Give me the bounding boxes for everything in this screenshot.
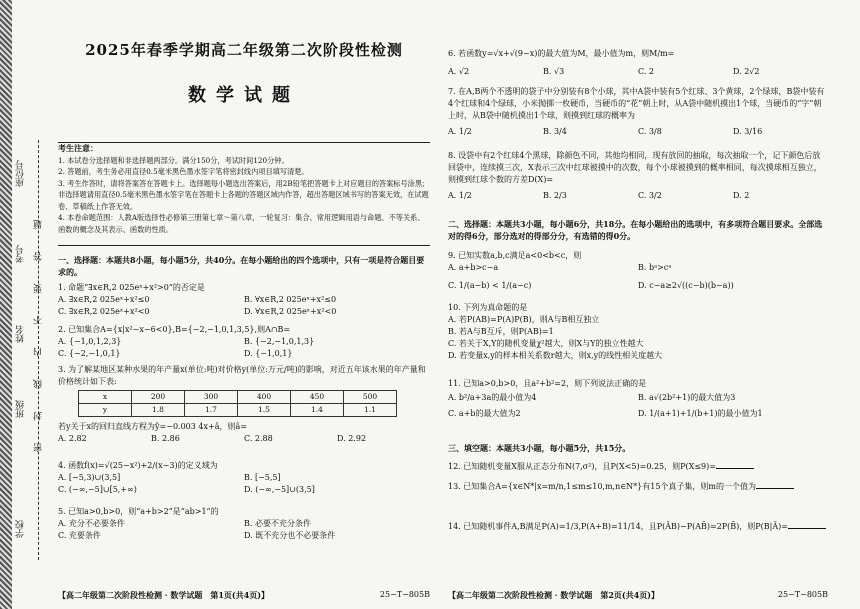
exam-title: 2025年春季学期高二年级第二次阶段性检测 (85, 41, 403, 59)
notice-item: 3. 考生作答时，请将答案答在答题卡上。选择题每小题选出答案后，用2B铅笔把答题卡上对应题目的答案标号涂黑；非选择题请用直径0.5毫米黑色墨水签字笔在答题卡上各题的答题区域内作答，超出答题区域书写的答案无效，在试题卷、草稿纸上作答无效。 (58, 178, 430, 211)
q3-option-b: B. 2.86 (151, 434, 180, 443)
table-header-cell: x (79, 391, 132, 404)
q7-option-a-value: 1/2 (458, 127, 472, 136)
option-letter: B. (543, 191, 552, 200)
table-row (79, 404, 397, 417)
table-cell: 450 (291, 391, 344, 404)
q3-option-a: A. 2.82 (58, 434, 87, 443)
q3-option-c: C. 2.88 (244, 434, 273, 443)
binding-stripe (0, 0, 12, 609)
name-label: 姓名 (16, 325, 26, 343)
q7-option-b (543, 126, 638, 138)
q2-option-a: A. {−1,0,1,2,3} (58, 337, 122, 346)
seal-words: 密 封 线 内 不 要 答 题 (34, 210, 44, 453)
option-letter: C. (638, 127, 647, 136)
q10-stem: 10. 下列为真命题的是 (448, 303, 528, 312)
table-cell: 1.7 (185, 404, 238, 417)
q4-option-a: A. [−5,3)∪(3,5] (58, 473, 121, 482)
footer-text: 【高二年级第二次阶段性检测 · 数学试题 第2页(共4页)】 (448, 590, 660, 600)
q7-option-d (733, 126, 828, 138)
option-letter: A. (448, 191, 457, 200)
q7-option-a (448, 126, 543, 138)
q6-option-c: C. 2 (638, 67, 655, 76)
question-7 (448, 86, 828, 138)
q7-option-c-value: 3/8 (648, 127, 662, 136)
question-6 (448, 48, 828, 78)
q14-stem: 14. 已知随机事件A,B满足P(A)=1/3,P(A+B)=11/14，且P(ĀB)−P(AB̄)=2P(B̄)，则P(B|Ā)= (448, 522, 788, 531)
question-1 (58, 282, 430, 318)
q13-answer-blank[interactable] (756, 480, 794, 489)
question-13 (448, 480, 828, 493)
q11-option-d: D. 1/(a+1)+1/(b+1)的最小值为1 (638, 409, 763, 418)
exam-no-label: 考号 (16, 245, 26, 263)
notice-item: 2. 答题前，考生务必用直径0.5毫米黑色墨水签字笔将密封线内项目填写清楚。 (58, 167, 309, 176)
q13-stem: 13. 已知集合A={x∈N*|x=m/n,1≤m≤10,m,n∈N*}有15个真子集，则m的一个值为 (448, 482, 757, 491)
question-2 (58, 324, 430, 360)
q7-option-c (638, 126, 733, 138)
q7-stem: 7. 在A,B两个不透明的袋子中分别装有8个小球，其中A袋中装有5个红球、3个黄球，2个绿球，B袋中装有4个红球和4个绿球，小米抛掷一枚硬币，当硬币的“花”朝上时，从A袋中随机摸出1个球，当硬币的“字”朝上时，从B袋中随机摸出1个球，则摸到红球的概率为 (448, 87, 825, 120)
table-cell: 1.1 (344, 404, 397, 417)
q6-option-d: D. 2√2 (733, 67, 760, 76)
question-10 (448, 302, 828, 362)
option-letter: C. (638, 191, 647, 200)
q7-option-d-value: 3/16 (744, 127, 763, 136)
q10-option-c: C. 若关于X,Y的随机变量χ²越大，则X与Y的独立性越大 (448, 339, 644, 348)
q2-stem: 2. 已知集合A={x|x²−x−6<0},B={−2,−1,0,1,3,5},则A∩B= (58, 325, 291, 334)
q5-stem: 5. 已知a>0,b>0，则“a+b>2”是“ab>1”的 (58, 507, 219, 516)
footer-text: 【高二年级第二次阶段性检测 · 数学试题 第1页(共4页)】 (58, 590, 270, 600)
seat-no-label: 座位号 (16, 160, 26, 187)
q10-option-d: D. 若变量x,y的样本相关系数r越大，则x,y的线性相关度越大 (448, 351, 663, 360)
q12-answer-blank[interactable] (716, 460, 754, 469)
q8-option-b-value: 2/3 (553, 191, 567, 200)
q5-option-a: A. 充分不必要条件 (58, 519, 125, 528)
q8-option-c-value: 3/2 (648, 191, 662, 200)
page-footer-right (448, 589, 828, 601)
q7-option-b-value: 3/4 (553, 127, 567, 136)
q6-option-a: A. √2 (448, 67, 470, 76)
q2-option-d: D. {−1,0,1} (244, 349, 293, 358)
q1-stem: 1. 命题“∃x∈R,2 025eˣ+x²>0”的否定是 (58, 283, 205, 292)
right-column (448, 0, 828, 609)
notice-item: 1. 本试卷分选择题和非选择题两部分。满分150分，考试时间120分钟。 (58, 155, 289, 165)
q8-option-a-value: 1/2 (458, 191, 472, 200)
question-3 (58, 364, 430, 445)
q10-option-b: B. 若A与B互斥，则P(AB)=1 (448, 327, 554, 336)
q11-option-c: C. a+b的最大值为2 (448, 409, 521, 418)
page-footer-left (58, 589, 430, 601)
notice-box (58, 142, 430, 246)
q9-option-b: B. bᵃ>cᵃ (638, 263, 672, 272)
question-14 (448, 520, 828, 533)
footer-code: 25−T−805B (379, 590, 430, 599)
q11-stem: 11. 已知a>0,b>0，且a²+b²=2，则下列说法正确的是 (448, 379, 647, 388)
section2-title: 二、选择题：本题共3小题，每小题6分，共18分。在每小题给出的选项中，有多项符合题目要求。全部选对的得6分，部分选对的得部分分，有选错的得0分。 (448, 219, 823, 241)
question-9 (448, 250, 828, 292)
q4-stem: 4. 函数f(x)=√(25−x²)+2/(x−3)的定义域为 (58, 461, 218, 470)
q1-option-a: A. ∃x∈R,2 025eˣ+x²≤0 (58, 295, 150, 304)
question-5 (58, 506, 430, 542)
q1-option-d: D. ∀x∈R,2 025eˣ+x²<0 (244, 307, 337, 316)
q2-option-c: C. {−2,−1,0,1} (58, 349, 121, 358)
q1-option-b: B. ∀x∈R,2 025eˣ+x²≤0 (244, 295, 337, 304)
school-label: 学校 (16, 520, 26, 538)
q4-option-b: B. [−5,5] (244, 473, 281, 482)
left-column (58, 0, 430, 609)
q9-option-d: D. c−a≥2√((c−b)(b−a)) (638, 281, 734, 290)
binding-margin (12, 0, 42, 609)
table-row (79, 391, 397, 404)
option-letter: D. (733, 191, 742, 200)
q11-option-a: A. b²/a+3a的最小值为4 (448, 393, 537, 402)
q3-option-d: D. 2.92 (337, 434, 367, 443)
option-letter: D. (733, 127, 742, 136)
table-cell: 1.4 (291, 404, 344, 417)
q9-stem: 9. 已知实数a,b,c满足a<0<b<c，则 (448, 251, 582, 260)
q8-option-d-value: 2 (744, 191, 750, 200)
q14-answer-blank[interactable] (788, 520, 826, 529)
question-11 (448, 378, 828, 422)
q6-stem: 6. 若函数y=√x+√(9−x)的最大值为M，最小值为m，则M/m= (448, 49, 675, 58)
notice-title: 考生注意： (58, 143, 98, 153)
table-cell: 1.8 (132, 404, 185, 417)
q4-option-c: C. (−∞,−5]∪[5,+∞) (58, 485, 137, 494)
q8-option-d (733, 190, 828, 202)
q8-option-c (638, 190, 733, 202)
subject-title: 数学试题 (188, 85, 300, 106)
table-cell: 500 (344, 391, 397, 404)
q2-option-b: B. {−2,−1,0,1,3} (244, 337, 315, 346)
q3-stem: 3. 为了解某地区某种水果的年产量x(单位:吨)对价格y(单位:万元/吨)的影响，对近五年该水果的年产量和价格统计如下表: (58, 365, 426, 386)
q1-option-c: C. ∃x∈R,2 025eˣ+x²<0 (58, 307, 150, 316)
q9-option-c: C. 1/(a−b) < 1/(a−c) (448, 281, 532, 290)
notice-item: 4. 本卷命题范围：人教A版选择性必修第三册第七章～第八章，一轮复习：集合、常用逻辑用语与命题、不等关系、函数的概念及其表示、函数的性质。 (58, 213, 425, 234)
q5-option-d: D. 既不充分也不必要条件 (244, 531, 336, 540)
q5-option-b: B. 必要不充分条件 (244, 519, 311, 528)
q3-stem-2: 若y关于x的回归直线方程为ŷ=−0.003 4x+â，则â= (58, 422, 247, 431)
table-cell: 400 (238, 391, 291, 404)
table-header-cell: y (79, 404, 132, 417)
option-letter: A. (448, 127, 457, 136)
q9-option-a: A. a+b>c−a (448, 263, 499, 272)
q6-option-b: B. √3 (543, 67, 565, 76)
q8-stem: 8. 设袋中有2个红球4个黑球，除颜色不同，其他均相同，现有放回的抽取，每次抽取一个，记下颜色后放回袋中，连续摸三次，X表示三次中红球被摸中的次数，每个小球被摸到的概率相同，每次摸球相互独立，则摸到红球个数的方差D(X)= (448, 151, 822, 184)
question-8 (448, 150, 828, 202)
q8-option-a (448, 190, 543, 202)
q11-option-b: B. a√(2b²+1)的最大值为3 (638, 393, 736, 402)
question-12 (448, 460, 828, 473)
q10-option-a: A. 若P(AB)=P(A)P(B)，则A与B相互独立 (448, 315, 600, 324)
option-letter: B. (543, 127, 552, 136)
table-cell: 300 (185, 391, 238, 404)
section3-title: 三、填空题：本题共3小题，每小题5分，共15分。 (448, 443, 631, 453)
table-cell: 200 (132, 391, 185, 404)
class-label: 班级 (16, 400, 26, 418)
footer-code: 25−T−805B (777, 590, 828, 599)
q8-option-b (543, 190, 638, 202)
question-4 (58, 460, 430, 496)
section1-title: 一、选择题：本题共8小题，每小题5分，共40分。在每小题给出的四个选项中，只有一项是符合题目要求的。 (58, 255, 425, 277)
table-cell: 1.5 (238, 404, 291, 417)
q4-option-d: D. (−∞,−5]∪(3,5] (244, 485, 315, 494)
q5-option-c: C. 充要条件 (58, 531, 101, 540)
q12-stem: 12. 已知随机变量X服从正态分布N(7,σ²)，且P(X<5)=0.25，则P(X≤9)= (448, 462, 716, 471)
q3-data-table (78, 390, 397, 417)
